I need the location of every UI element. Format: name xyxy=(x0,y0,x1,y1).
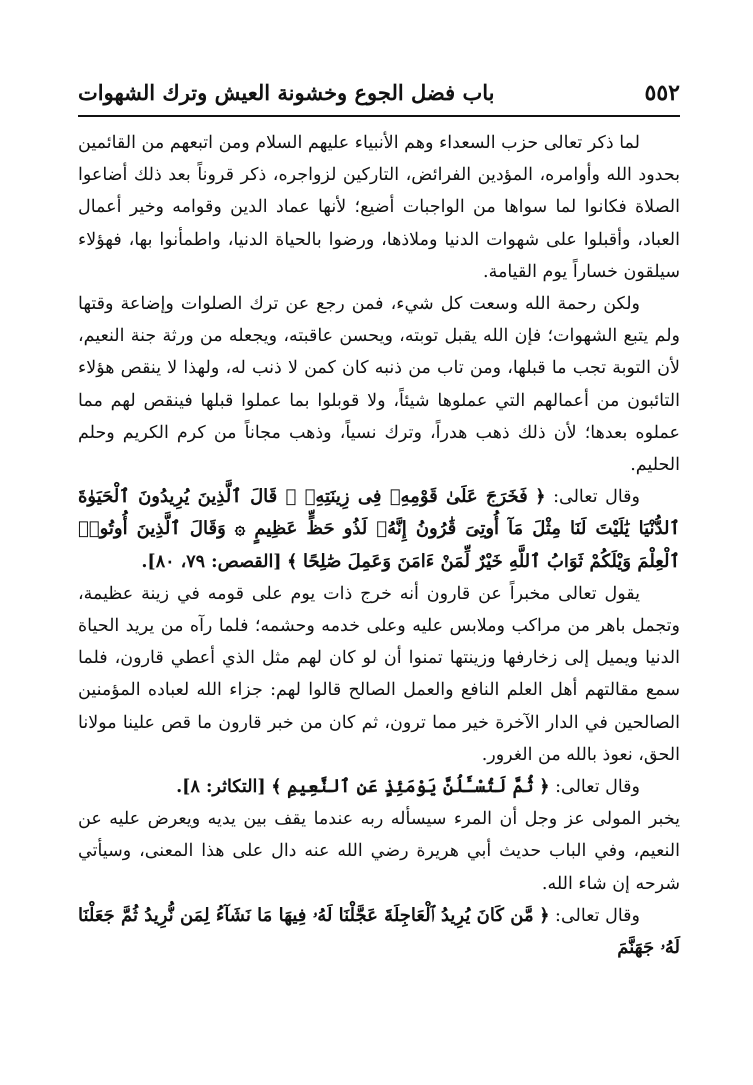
body-text xyxy=(78,127,680,964)
paragraph-4: يقول تعالى مخبراً عن قارون أنه خرج ذات يوم على قومه في زينة عظيمة، وتجمل باهر من مراكب وملابس عليه وعلى خدمه وحشمه؛ فلما رآه من يريد الحياة الدنيا ويميل إلى زخارفها وزينتها تمنوا أن لو كان لهم مثل الذي أعطي قارون، فلما سمع مقالتهم أهل العلم النافع والعمل الصالح قالوا لهم: جزاء الله لعباده المؤمنين الصالحين في الدار الآخرة خير مما ترون، ثم كان من خبر قارون ما قص علينا مولانا الحق، نعوذ بالله من الغرور. xyxy=(78,583,680,765)
verse-open-bracket: ﴿ xyxy=(539,905,550,926)
quran-verse: مَّن كَانَ يُرِيدُ ٱلْعَاجِلَةَ عَجَّلْنَا لَهُۥ فِيهَا مَا نَشَآءُ لِمَن نُّرِيدُ ثُمَّ جَعَلْنَا لَهُۥ جَهَنَّمَ xyxy=(78,904,680,959)
verse-close-bracket: ﴾ xyxy=(287,551,298,572)
verse-open-bracket: ﴿ xyxy=(535,487,546,508)
page-header xyxy=(78,76,680,116)
verse-open-bracket: ﴿ xyxy=(539,777,550,798)
verse-intro: وقال تعالى: xyxy=(555,777,640,798)
chapter-title: باب فضل الجوع وخشونة العيش وترك الشهوات xyxy=(78,80,495,105)
paragraph-2: ولكن رحمة الله وسعت كل شيء، فمن رجع عن ترك الصلوات وإضاعة وقتها ولم يتبع الشهوات؛ فإن الله يقبل توبته، ويحسن عاقبته، ويجعله من ورثة جنة النعيم، لأن التوبة تجب ما قبلها، ومن تاب من ذنبه كان كمن لا ذنب له، ولهذا لا ينقص هؤلاء التائبون من أعمالهم التي عملوها شيئاً، ولا قوبلوا بما عملوا قبلها فينقص لهم مما عملوه بعدها؛ لأن ذلك ذهب هدراً، وترك نسياً، وذهب مجاناً من كرم الكريم وحلم الحليم. xyxy=(78,294,680,476)
verse-reference: [التكاثر: ٨]. xyxy=(176,777,266,798)
page-number: ٥٥٢ xyxy=(644,80,680,106)
paragraph-7-verse-block xyxy=(78,900,680,964)
paragraph-6: يخبر المولى عز وجل أن المرء سيسأله ربه عندما يقف بين يديه ويعرض عليه عن النعيم، وفي الباب حديث أبي هريرة رضي الله عنه دال على هذا المعنى، وسيأتي شرحه إن شاء الله. xyxy=(78,809,680,894)
verse-intro: وقال تعالى: xyxy=(555,905,640,926)
verse-reference: [القصص: ٧٩، ٨٠]. xyxy=(141,551,282,572)
verse-close-bracket: ﴾ xyxy=(271,777,282,798)
verse-intro: وقال تعالى: xyxy=(553,487,640,508)
header-divider xyxy=(78,115,680,117)
paragraph-1: لما ذكر تعالى حزب السعداء وهم الأنبياء عليهم السلام ومن اتبعهم من القائمين بحدود الله وأوامره، المؤدين الفرائض، التاركين لزواجره، ذكر قروناً بعد ذلك أضاعوا الصلاة فكانوا لما سواها من الواجبات أضيع؛ لأنها عماد الدين وقوامه وخير أعمال العباد، وأقبلوا على شهوات الدنيا وملاذها، ورضوا بالحياة الدنيا، واطمأنوا بها، فهؤلاء سيلقون خساراً يوم القيامة. xyxy=(78,133,680,282)
paragraph-3-verse-block xyxy=(78,481,680,578)
quran-verse: ثُمَّ لَتُسْـَٔلُنَّ يَوْمَئِذٍ عَنِ ٱلنَّعِيمِ xyxy=(287,776,534,798)
paragraph-5-verse-block xyxy=(78,771,680,803)
quran-verse: فَخَرَجَ عَلَىٰ قَوْمِهِۦ فِى زِينَتِهِۦ ۖ قَالَ ٱلَّذِينَ يُرِيدُونَ ٱلْحَيَوٰةَ ٱلدُّنْيَا يَٰلَيْتَ لَنَا مِثْلَ مَآ أُوتِىَ قَٰرُونُ إِنَّهُۥ لَذُو حَظٍّ عَظِيمٍ ۞ وَقَالَ ٱلَّذِينَ أُوتُوا۟ ٱلْعِلْمَ وَيْلَكُمْ ثَوَابُ ٱللَّهِ خَيْرٌ لِّمَنْ ءَامَنَ وَعَمِلَ صَٰلِحًا xyxy=(78,486,680,572)
